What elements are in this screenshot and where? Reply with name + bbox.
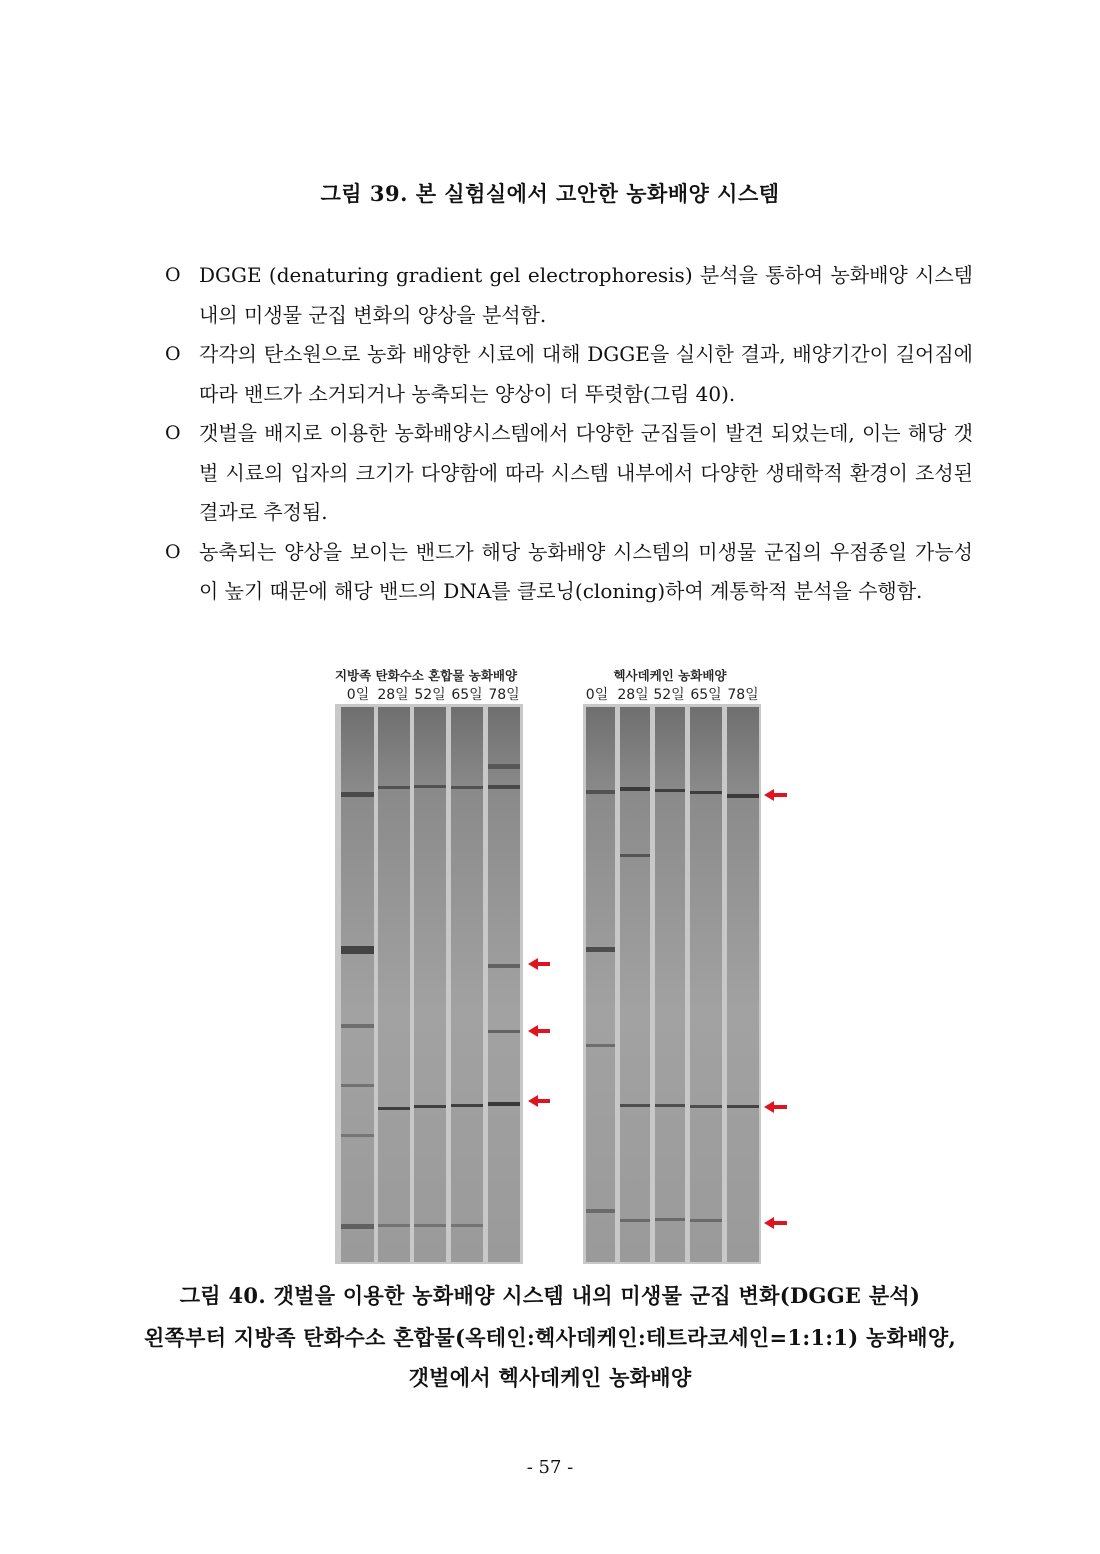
dgge-gel-image (330, 664, 810, 1268)
lane-label: 0일 (585, 687, 609, 703)
dgge-gel-figure (330, 664, 810, 1268)
bullet-item (165, 533, 973, 612)
lane-label: 0일 (346, 687, 370, 703)
right-gel-title: 헥사데케인 농화배양 (613, 668, 727, 683)
page-number: - 57 - (526, 1457, 574, 1478)
lane-label: 52일 (414, 687, 446, 703)
lane-label: 65일 (690, 687, 722, 703)
bullet-text: DGGE (denaturing gradient gel electrophoresis) 분석을 통하여 농화배양 시스템 내의 미생물 군집 변화의 양상을 분석함. (199, 263, 973, 327)
bullet-circle-icon: O (165, 540, 181, 563)
figure-39-caption: 그림 39. 본 실험실에서 고안한 농화배양 시스템 (320, 181, 780, 206)
arrow-left-icon (528, 958, 550, 970)
arrow-left-icon (764, 1217, 787, 1229)
figure-40-caption-line1: 그림 40. 갯벌을 이용한 농화배양 시스템 내의 미생물 군집 변화(DGGE 분석) (179, 1283, 921, 1308)
bullet-circle-icon: O (165, 422, 181, 444)
figure-40-caption-line3: 갯벌에서 헥사데케인 농화배양 (408, 1365, 692, 1390)
bullet-circle-icon: O (165, 343, 181, 365)
arrow-left-icon (764, 1101, 787, 1113)
lane-label: 52일 (653, 687, 685, 703)
left-gel-lanes (341, 707, 520, 1262)
lane-label: 78일 (727, 687, 759, 703)
lane-label: 28일 (617, 687, 649, 703)
bullet-item (165, 335, 973, 414)
bullet-list (165, 256, 973, 612)
figure-40-caption-line2: 왼쪽부터 지방족 탄화수소 혼합물(옥테인:헥사데케인:테트라코세인=1:1:1) 농화배양, (143, 1325, 957, 1350)
bullet-item (165, 256, 973, 335)
left-gel-title: 지방족 탄화수소 혼합물 농화배양 (334, 668, 518, 683)
arrow-left-icon (528, 1025, 550, 1037)
bullet-item (165, 414, 973, 533)
bullet-text: 갯벌을 배지로 이용한 농화배양시스템에서 다양한 군집들이 발견 되었는데, 이는 해당 갯벌 시료의 입자의 크기가 다양함에 따라 시스템 내부에서 다양한 생태학적 환경이 조성된 결과로 추정됨. (199, 421, 973, 524)
arrow-left-icon (528, 1095, 550, 1107)
bullet-circle-icon: O (165, 264, 181, 286)
lane-label: 28일 (377, 687, 409, 703)
bullet-text: 각각의 탄소원으로 농화 배양한 시료에 대해 DGGE을 실시한 결과, 배양기간이 길어짐에 따라 밴드가 소거되거나 농축되는 양상이 더 뚜렷함(그림 40). (199, 342, 973, 406)
lane-label: 78일 (488, 687, 520, 703)
arrow-left-icon (764, 789, 787, 801)
lane-label: 65일 (451, 687, 483, 703)
bullet-text: 농축되는 양상을 보이는 밴드가 해당 농화배양 시스템의 미생물 군집의 우점종일 가능성이 높기 때문에 해당 밴드의 DNA를 클로닝(cloning)하여 계통학적 분석을 수행함. (199, 539, 973, 603)
